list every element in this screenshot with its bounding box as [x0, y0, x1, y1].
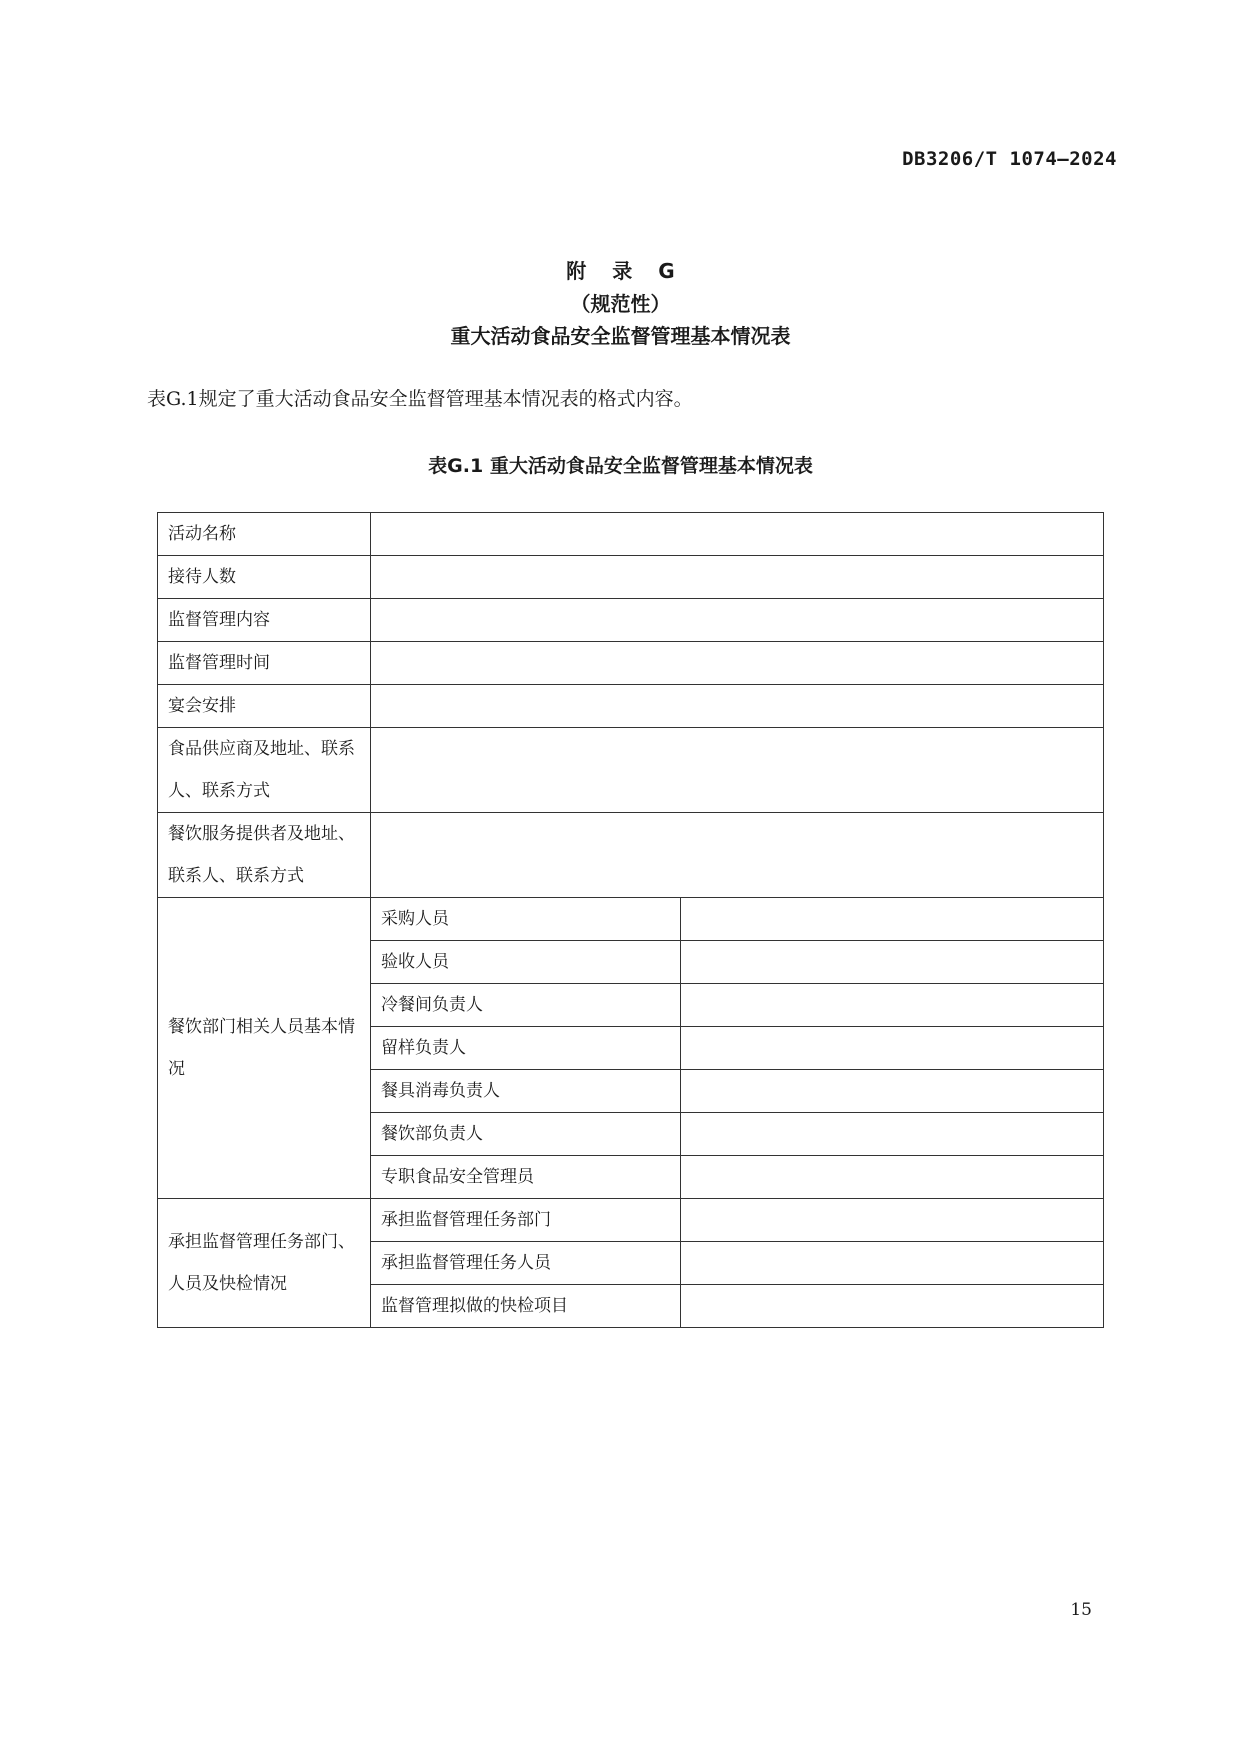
row-label-line: 人、联系方式 — [168, 781, 270, 801]
sub-label: 监督管理拟做的快检项目 — [371, 1285, 681, 1328]
sub-value-cell[interactable] — [681, 1113, 1104, 1156]
row-value-cell[interactable] — [371, 556, 1104, 599]
row-value-cell[interactable] — [371, 728, 1104, 813]
row-value-cell[interactable] — [371, 642, 1104, 685]
row-label: 宴会安排 — [158, 685, 371, 728]
sub-value-cell[interactable] — [681, 941, 1104, 984]
row-label: 接待人数 — [158, 556, 371, 599]
appendix-letter: G — [658, 259, 675, 283]
sub-label: 冷餐间负责人 — [371, 984, 681, 1027]
sub-label: 验收人员 — [371, 941, 681, 984]
sub-value-cell[interactable] — [681, 1199, 1104, 1242]
sub-value-cell[interactable] — [681, 1027, 1104, 1070]
group-label-line: 况 — [168, 1059, 185, 1079]
document-code: DB3206/T 1074—2024 — [902, 148, 1117, 170]
row-value-cell[interactable] — [371, 685, 1104, 728]
sub-value-cell[interactable] — [681, 1285, 1104, 1328]
sub-label: 留样负责人 — [371, 1027, 681, 1070]
intro-paragraph: 表G.1规定了重大活动食品安全监督管理基本情况表的格式内容。 — [147, 388, 693, 410]
sub-value-cell[interactable] — [681, 984, 1104, 1027]
table-row — [158, 813, 1104, 898]
appendix-label: 附 — [566, 259, 587, 283]
table-row — [158, 513, 1104, 556]
sub-label: 餐饮部负责人 — [371, 1113, 681, 1156]
group-label-staff — [158, 898, 371, 1199]
group-label-line: 人员及快检情况 — [168, 1274, 287, 1294]
sub-value-cell[interactable] — [681, 1070, 1104, 1113]
row-label: 活动名称 — [158, 513, 371, 556]
table-row — [158, 642, 1104, 685]
row-label-line: 餐饮服务提供者及地址、 — [168, 824, 355, 844]
table-row — [158, 599, 1104, 642]
row-value-cell[interactable] — [371, 813, 1104, 898]
appendix-name: 重大活动食品安全监督管理基本情况表 — [450, 324, 791, 348]
sub-label: 专职食品安全管理员 — [371, 1156, 681, 1199]
sub-value-cell[interactable] — [681, 1156, 1104, 1199]
row-label — [158, 813, 371, 898]
info-table — [157, 512, 1104, 1328]
row-label: 监督管理内容 — [158, 599, 371, 642]
row-value-cell[interactable] — [371, 599, 1104, 642]
table-row — [158, 898, 1104, 941]
group-label-line: 承担监督管理任务部门、 — [168, 1232, 355, 1252]
sub-label: 采购人员 — [371, 898, 681, 941]
row-label: 监督管理时间 — [158, 642, 371, 685]
table-caption: 表G.1 重大活动食品安全监督管理基本情况表 — [428, 455, 813, 477]
row-label-line: 食品供应商及地址、联系 — [168, 739, 355, 759]
sub-value-cell[interactable] — [681, 1242, 1104, 1285]
sub-label: 餐具消毒负责人 — [371, 1070, 681, 1113]
group-label-supervision — [158, 1199, 371, 1328]
sub-label: 承担监督管理任务部门 — [371, 1199, 681, 1242]
table-row — [158, 728, 1104, 813]
sub-value-cell[interactable] — [681, 898, 1104, 941]
row-value-cell[interactable] — [371, 513, 1104, 556]
row-label — [158, 728, 371, 813]
sub-label: 承担监督管理任务人员 — [371, 1242, 681, 1285]
table-row — [158, 1199, 1104, 1242]
appendix-title — [0, 255, 1241, 284]
row-label-line: 联系人、联系方式 — [168, 866, 304, 886]
appendix-label-2: 录 — [612, 259, 633, 283]
table-row — [158, 556, 1104, 599]
table-row — [158, 685, 1104, 728]
appendix-nature: （规范性） — [570, 292, 671, 316]
group-label-line: 餐饮部门相关人员基本情 — [168, 1017, 355, 1037]
page-number: 15 — [1070, 1600, 1092, 1620]
